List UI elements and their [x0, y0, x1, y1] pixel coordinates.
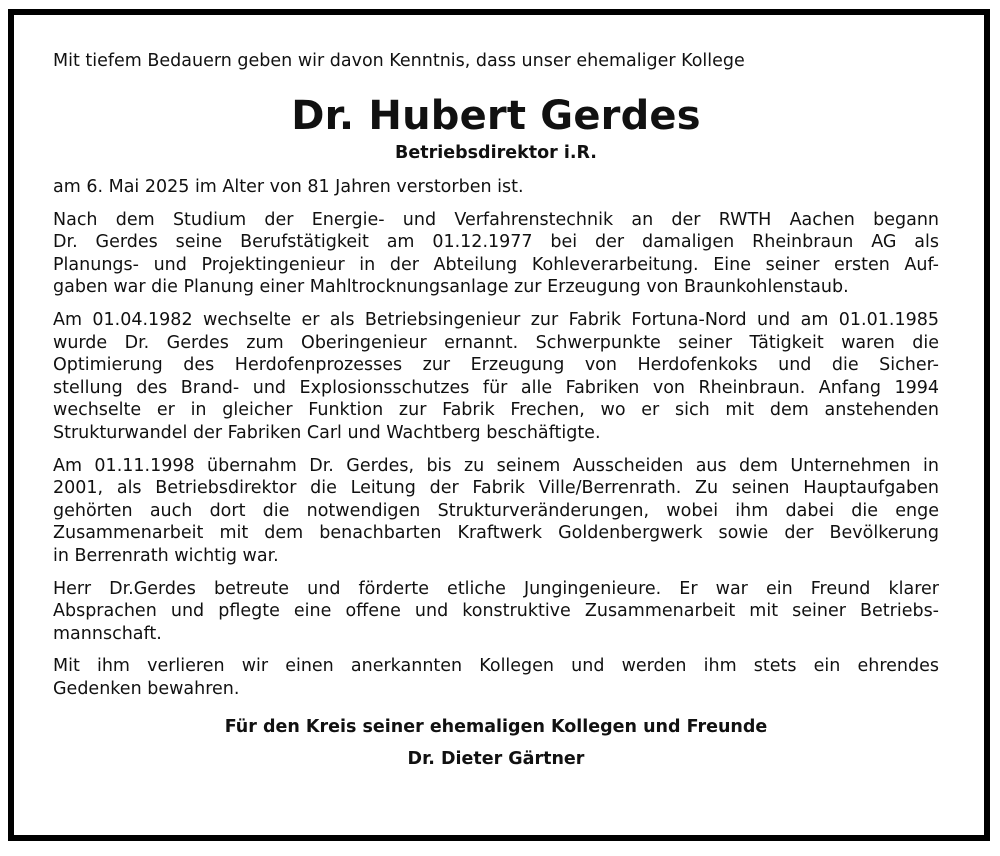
intro-text: Mit tiefem Bedauern geben wir davon Kenntnis, dass unser ehemaliger Kollege: [53, 51, 745, 71]
paragraph-mentoring: [53, 578, 939, 646]
text-line: wurde Dr. Gerdes zum Oberingenieur ernannt. Schwerpunkte seiner Tätigkeit waren die: [53, 332, 939, 353]
deceased-rank: Betriebsdirektor i.R.: [395, 143, 597, 163]
deceased-name: Dr. Hubert Gerdes: [291, 93, 701, 139]
text-line: Optimierung des Herdofenprozesses zur Erzeugung von Herdofenkoks und die Sicher-: [53, 355, 939, 376]
text-line: Gedenken bewahren.: [53, 678, 240, 699]
text-line: Strukturwandel der Fabriken Carl und Wachtberg beschäftigte.: [53, 422, 601, 443]
text-line: Am 01.11.1998 übernahm Dr. Gerdes, bis zu seinem Ausscheiden aus dem Unternehmen in: [53, 455, 939, 476]
text-line: in Berrenrath wichtig war.: [53, 545, 279, 566]
paragraph-ville-berrenrath: [53, 455, 939, 568]
text-line: Planungs- und Projektingenieur in der Abteilung Kohleverarbeitung. Eine seiner ersten Auf-: [53, 254, 939, 275]
paragraph-farewell: [53, 655, 939, 700]
text-line: Am 01.04.1982 wechselte er als Betriebsingenieur zur Fabrik Fortuna-Nord und am 01.01.1985: [53, 309, 939, 330]
obituary-notice: [53, 50, 939, 770]
text-line: Dr. Gerdes seine Berufstätigkeit am 01.12.1977 bei der damaligen Rheinbraun AG als: [53, 232, 939, 253]
text-line: gehörten auch dort die notwendigen Strukturveränderungen, wobei ihm dabei die enge: [53, 500, 939, 521]
text-line: Zusammenarbeit mit dem benachbarten Kraftwerk Goldenbergwerk sowie der Bevölkerung: [53, 523, 939, 544]
death-date-text: am 6. Mai 2025 im Alter von 81 Jahren verstorben ist.: [53, 177, 524, 197]
text-line: stellung des Brand- und Explosionsschutzes für alle Fabriken von Rheinbraun. Anfang 1994: [53, 377, 939, 398]
paragraph-career-start: [53, 209, 939, 299]
text-line: wechselte er in gleicher Funktion zur Fabrik Frechen, wo er sich mit dem anstehenden: [53, 400, 939, 421]
text-line: Herr Dr.Gerdes betreute und förderte etliche Jungingenieure. Er war ein Freund klarer: [53, 578, 939, 599]
text-line: Nach dem Studium der Energie- und Verfahrenstechnik an der RWTH Aachen begann: [53, 209, 939, 230]
text-line: mannschaft.: [53, 623, 162, 644]
text-line: 2001, als Betriebsdirektor die Leitung der Fabrik Ville/Berrenrath. Zu seinen Hauptaufgaben: [53, 478, 939, 499]
paragraph-fortuna-nord: [53, 309, 939, 445]
text-line: Absprachen und pflegte eine offene und konstruktive Zusammenarbeit mit seiner Betriebs-: [53, 601, 939, 622]
text-line: gaben war die Planung einer Mahltrocknungsanlage zur Erzeugung von Braunkohlenstaub.: [53, 277, 849, 298]
closing-line: Für den Kreis seiner ehemaligen Kollegen und Freunde: [224, 717, 768, 738]
text-line: Mit ihm verlieren wir einen anerkannten Kollegen und werden ihm stets ein ehrendes: [53, 656, 939, 677]
signer-name: Dr. Dieter Gärtner: [407, 749, 585, 770]
